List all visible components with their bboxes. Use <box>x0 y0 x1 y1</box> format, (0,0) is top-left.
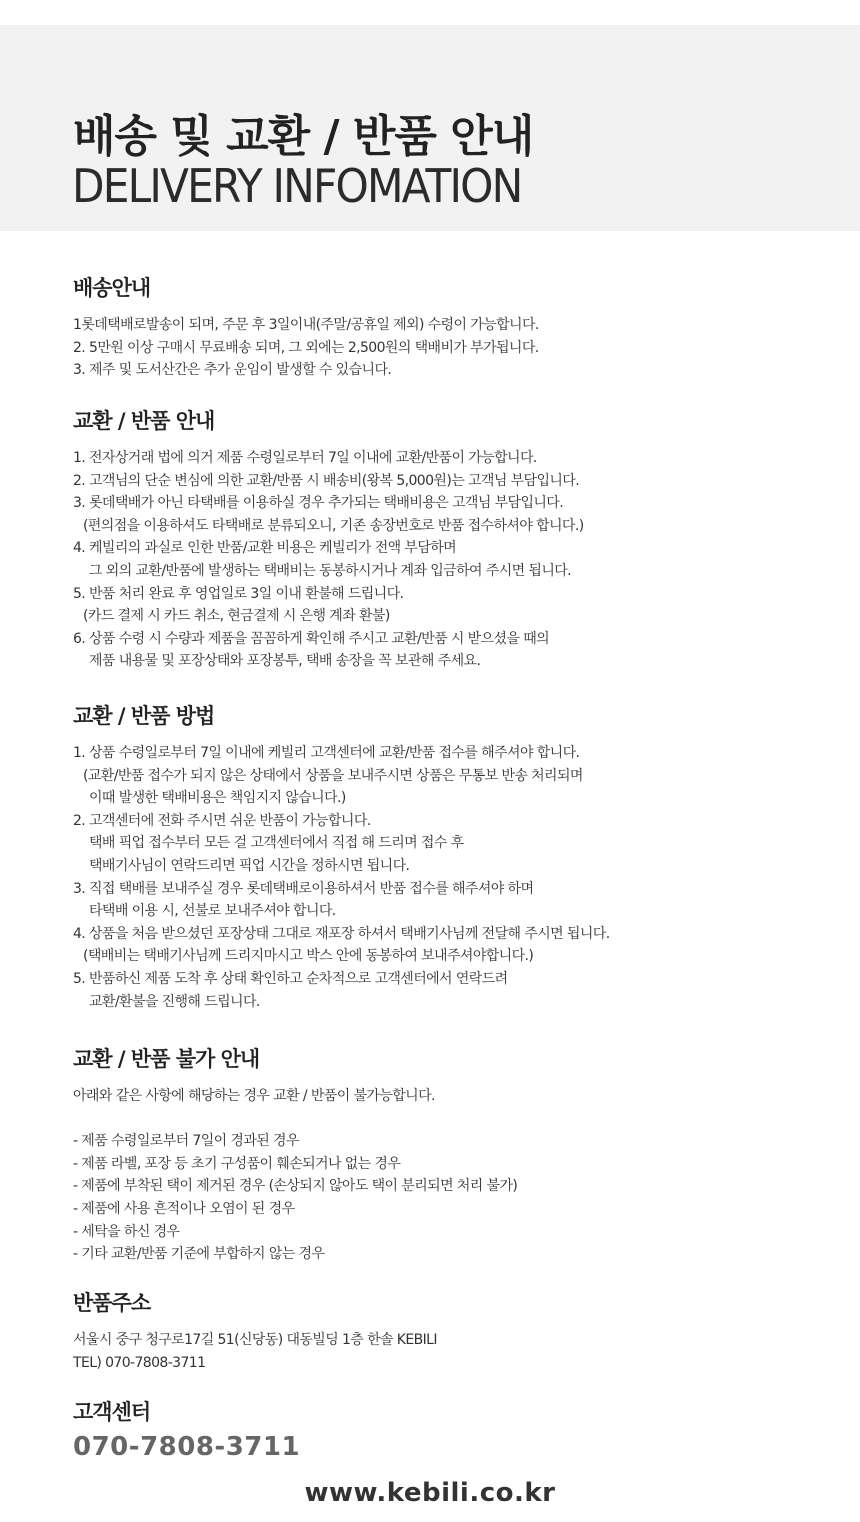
return-address-title: 반품주소 <box>73 1291 151 1315</box>
exchange-method-line: 4. 상품을 처음 받으셨던 포장상태 그대로 재포장 하셔서 택배기사님께 전달해 주시면 됩니다. <box>73 925 610 942</box>
delivery-section <box>73 272 813 382</box>
customer-center-title: 고객센터 <box>73 1400 151 1424</box>
exchange-method-line: 3. 직접 택배를 보내주실 경우 롯데택배로이용하셔서 반품 접수를 해주셔야 하며 <box>73 880 534 897</box>
delivery-list <box>73 314 813 382</box>
non-exchange-item: - 제품에 사용 흔적이나 오염이 된 경우 <box>73 1200 295 1217</box>
return-address-text: 서울시 중구 청구로17길 51(신당동) 대동빌딩 1층 한솔 KEBILI <box>73 1332 437 1348</box>
return-address-list <box>73 1329 813 1374</box>
exchange-method-line: 5. 반품하신 제품 도착 후 상태 확인하고 순차적으로 고객센터에서 연락드려 <box>73 970 508 987</box>
exchange-method-line: 택배 픽업 접수부터 모든 걸 고객센터에서 직접 해 드리며 접수 후 <box>89 835 464 852</box>
exchange-method-line: 이때 발생한 택배비용은 책임지지 않습니다.) <box>89 790 346 807</box>
exchange-info-line: 3. 롯데택배가 아닌 타택배를 이용하실 경우 추가되는 택배비용은 고객님 부담입니다. <box>73 495 564 512</box>
delivery-title: 배송안내 <box>73 276 151 300</box>
header-banner <box>0 25 860 231</box>
return-address-tel: TEL) 070-7808-3711 <box>73 1354 206 1371</box>
customer-center-section <box>73 1396 813 1462</box>
exchange-method-line: 1. 상품 수령일로부터 7일 이내에 케빌리 고객센터에 교환/반품 접수를 해주셔야 합니다. <box>73 745 580 761</box>
non-exchange-item: - 제품에 부착된 택이 제거된 경우 (손상되지 않아도 택이 분리되면 처리 불가) <box>73 1178 518 1195</box>
exchange-method-line: (택배비는 택배기사님께 드리지마시고 박스 안에 동봉하여 보내주셔야합니다.) <box>83 948 534 965</box>
exchange-info-list <box>73 447 813 673</box>
exchange-method-line: 2. 고객센터에 전화 주시면 쉬운 반품이 가능합니다. <box>73 812 371 829</box>
return-address-section <box>73 1287 813 1374</box>
exchange-info-line: 4. 케빌리의 과실로 인한 반품/교환 비용은 케빌리가 전액 부담하며 <box>73 540 457 557</box>
exchange-info-line: 제품 내용물 및 포장상태와 포장봉투, 택배 송장을 꼭 보관해 주세요. <box>89 653 481 670</box>
exchange-method-line: (교환/반품 접수가 되지 않은 상태에서 상품을 보내주시면 상품은 무통보 반송 처리되며 <box>83 767 583 784</box>
non-exchange-item: - 제품 라벨, 포장 등 초기 구성품이 훼손되거나 없는 경우 <box>73 1155 401 1172</box>
customer-center-phone: 070-7808-3711 <box>73 1432 301 1462</box>
delivery-line: 1롯데택배로발송이 되며, 주문 후 3일이내(주말/공휴일 제외) 수령이 가능합니다. <box>73 317 539 333</box>
non-exchange-section <box>73 1043 813 1266</box>
exchange-method-section <box>73 700 813 1013</box>
spacer <box>73 1108 813 1131</box>
exchange-info-line: 6. 상품 수령 시 수량과 제품을 꼼꼼하게 확인해 주시고 교환/반품 시 받으셨을 때의 <box>73 630 550 647</box>
exchange-info-line: 2. 고객님의 단순 변심에 의한 교환/반품 시 배송비(왕복 5,000원)는 고객님 부담입니다. <box>73 472 580 489</box>
non-exchange-item: - 세탁을 하신 경우 <box>73 1223 180 1240</box>
non-exchange-title: 교환 / 반품 불가 안내 <box>73 1047 260 1071</box>
exchange-info-line: 그 외의 교환/반품에 발생하는 택배비는 동봉하시거나 계좌 입금하여 주시면 됩니다. <box>89 562 572 579</box>
website-url: www.kebili.co.kr <box>304 1478 556 1508</box>
page-title: 배송 및 교환 / 반품 안내 <box>73 111 534 162</box>
exchange-method-line: 교환/환불을 진행해 드립니다. <box>89 993 260 1010</box>
non-exchange-item: - 제품 수령일로부터 7일이 경과된 경우 <box>73 1133 299 1150</box>
exchange-method-line: 타택배 이용 시, 선불로 보내주셔야 합니다. <box>89 903 336 920</box>
exchange-info-section <box>73 405 813 673</box>
page-subtitle: DELIVERY INFOMATION <box>72 159 522 213</box>
exchange-method-list <box>73 742 813 1013</box>
exchange-method-title: 교환 / 반품 방법 <box>73 704 215 728</box>
exchange-method-line: 택배기사님이 연락드리면 픽업 시간을 정하시면 됩니다. <box>89 857 410 874</box>
delivery-line: 3. 제주 및 도서산간은 추가 운임이 발생할 수 있습니다. <box>73 362 392 379</box>
non-exchange-intro: 아래와 같은 사항에 해당하는 경우 교환 / 반품이 불가능합니다. <box>73 1088 435 1104</box>
non-exchange-list <box>73 1085 813 1266</box>
exchange-info-title: 교환 / 반품 안내 <box>73 409 215 433</box>
exchange-info-line: (카드 결제 시 카드 취소, 현금결제 시 은행 계좌 환불) <box>83 608 390 625</box>
non-exchange-item: - 기타 교환/반품 기준에 부합하지 않는 경우 <box>73 1246 325 1263</box>
exchange-info-line: 1. 전자상거래 법에 의거 제품 수령일로부터 7일 이내에 교환/반품이 가능합니다. <box>73 450 537 466</box>
delivery-line: 2. 5만원 이상 구매시 무료배송 되며, 그 외에는 2,500원의 택배비가 부가됩니다. <box>73 339 539 356</box>
exchange-info-line: 5. 반품 처리 완료 후 영업일로 3일 이내 환불해 드립니다. <box>73 585 404 602</box>
exchange-info-line: (편의점을 이용하셔도 타택배로 분류되오니, 기존 송장번호로 반품 접수하셔야 합니다.) <box>83 517 584 534</box>
